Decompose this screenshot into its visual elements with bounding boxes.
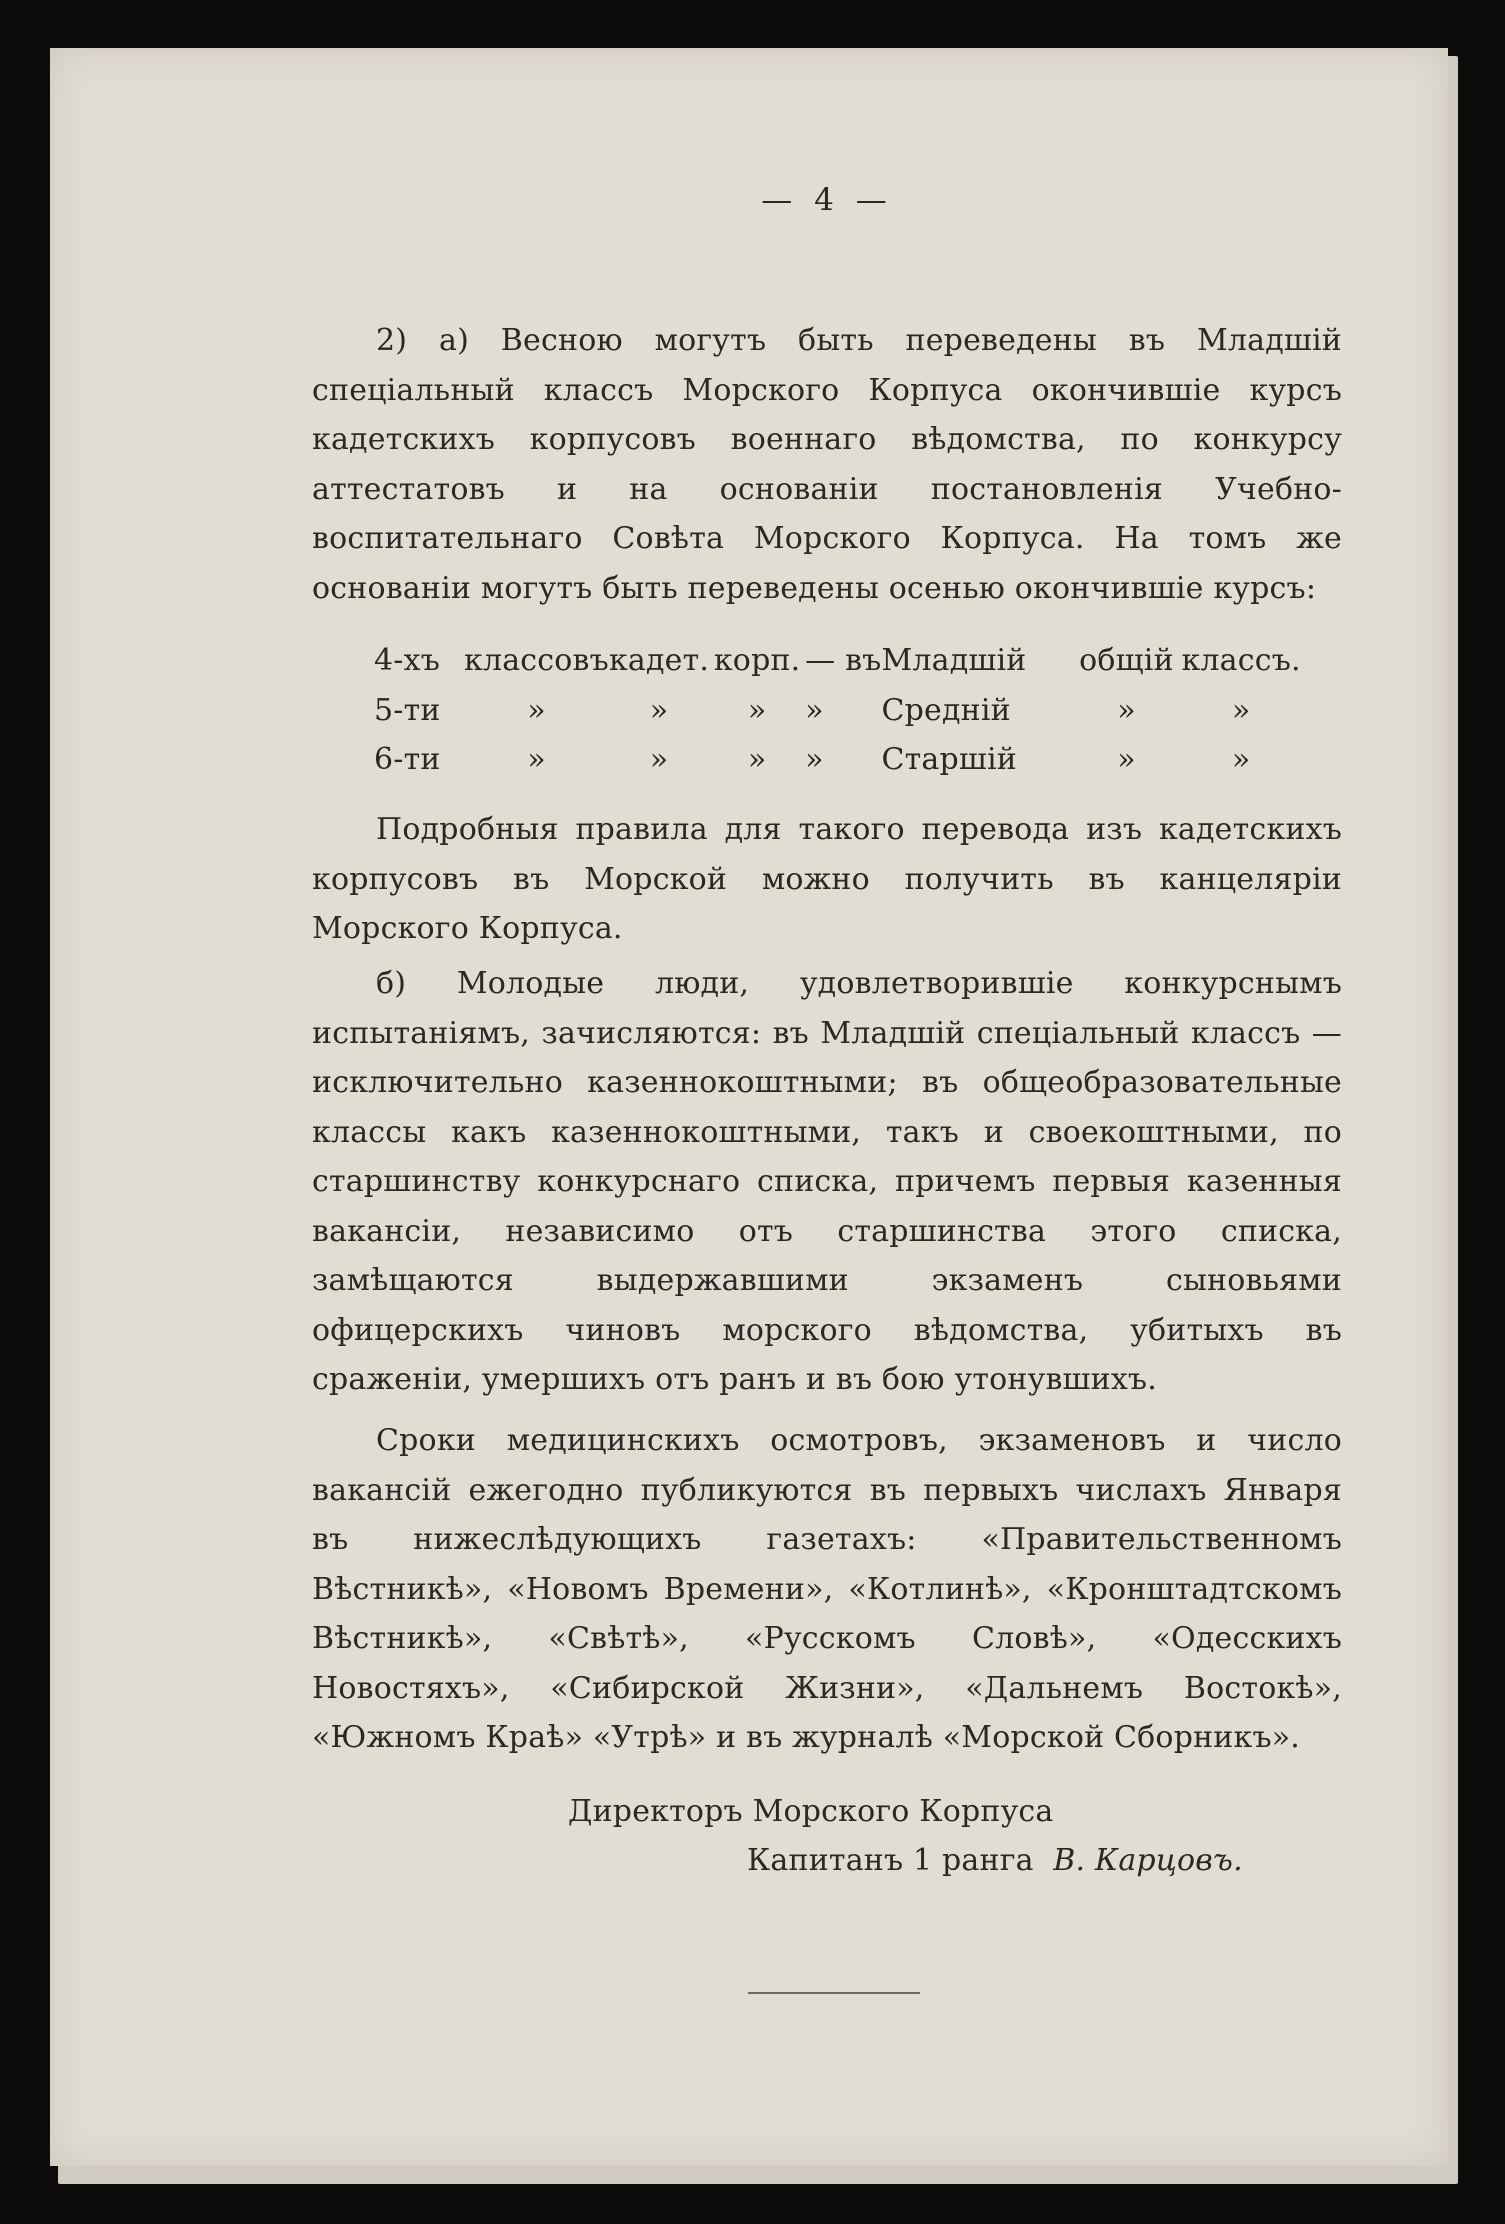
table-cell: Старшій — [881, 742, 1017, 777]
table-row — [374, 735, 1301, 785]
table-cell: классовъ — [464, 643, 609, 678]
paragraph-transfer-rules: 2) а) Весною могутъ быть переведены въ Младшій спеціальный классъ Морского Корпуса окончившіе курсъ кадетскихъ корпусовъ военнаго вѣдомства, по конкурсу аттестатовъ и на основаніи постановленія Учебно-воспитательнаго Совѣта Морского Корпуса. На томъ же основаніи могутъ быть переведены осенью окончившіе курсъ: — [312, 323, 1342, 606]
table-cell: » — [747, 742, 767, 777]
paragraph-enrollment: б) Молодые люди, удовлетворившіе конкурснымъ испытаніямъ, зачисляются: въ Младшій спеціальный классъ — исключительно казеннокоштными; въ общеобразовательные классы какъ казеннокоштными, такъ и своекоштными, по старшинству конкурснаго списка, причемъ первыя казенныя вакансіи, независимо отъ старшинства этого списка, замѣщаются выдержавшими экзаменъ сыновьями офицерскихъ чиновъ морского вѣдомства, убитыхъ въ сраженіи, умершихъ отъ ранъ и въ бою утонувшихъ. — [312, 966, 1342, 1397]
table-cell: 6-ти — [374, 742, 441, 777]
signature-rank: Капитанъ 1 ранга — [747, 1843, 1034, 1878]
table-cell: » — [527, 692, 546, 728]
table-cell: » — [805, 692, 824, 728]
transfer-table — [374, 636, 1301, 785]
page — [50, 48, 1448, 2166]
table-cell: классъ. — [1181, 643, 1301, 678]
paragraph-publication: Сроки медицинскихъ осмотровъ, экзаменовъ и число вакансій ежегодно публикуются въ первыхъ числахъ Января въ нижеслѣдующихъ газетахъ: «Правительственномъ Вѣстникѣ», «Новомъ Времени», «Котлинѣ», «Кронштадтскомъ Вѣстникѣ», «Свѣтѣ», «Русскомъ Словѣ», «Одесскихъ Новостяхъ», «Сибирской Жизни», «Дальнемъ Востокѣ», «Южномъ Краѣ» «Утрѣ» и въ журналѣ «Морской Сборникъ». — [312, 1423, 1342, 1755]
signature-name: В. Карцовъ. — [1053, 1843, 1243, 1878]
signature-line — [747, 1843, 1243, 1878]
table-cell: общій — [1079, 643, 1174, 678]
table-cell: » — [527, 742, 546, 777]
closing-rule — [748, 1992, 920, 1994]
signature-title: Директоръ Морского Корпуса — [568, 1794, 1054, 1829]
table-cell: » — [805, 742, 824, 777]
table-cell: Средній — [881, 692, 1011, 728]
table-cell: » — [1117, 742, 1136, 777]
table-cell: 4-хъ — [374, 643, 441, 678]
table-cell: » — [1117, 692, 1136, 728]
table-row — [374, 636, 1301, 686]
page-number: — 4 — — [761, 182, 893, 218]
table-cell: » — [1231, 692, 1251, 728]
table-cell: » — [649, 742, 669, 777]
table-cell: » — [649, 692, 669, 728]
table-cell: кадет. — [608, 643, 710, 678]
table-cell: » — [1231, 742, 1251, 777]
table-cell: — въ — [805, 643, 882, 678]
table-cell: корп. — [713, 643, 801, 678]
paragraph-transfer-details: Подробныя правила для такого перевода изъ кадетскихъ корпусовъ въ Морской можно получить въ канцеляріи Морского Корпуса. — [312, 812, 1342, 946]
table-cell: » — [747, 692, 767, 728]
table-cell: Младшій — [881, 643, 1027, 678]
table-row — [374, 686, 1301, 736]
table-cell: 5-ти — [374, 692, 441, 728]
